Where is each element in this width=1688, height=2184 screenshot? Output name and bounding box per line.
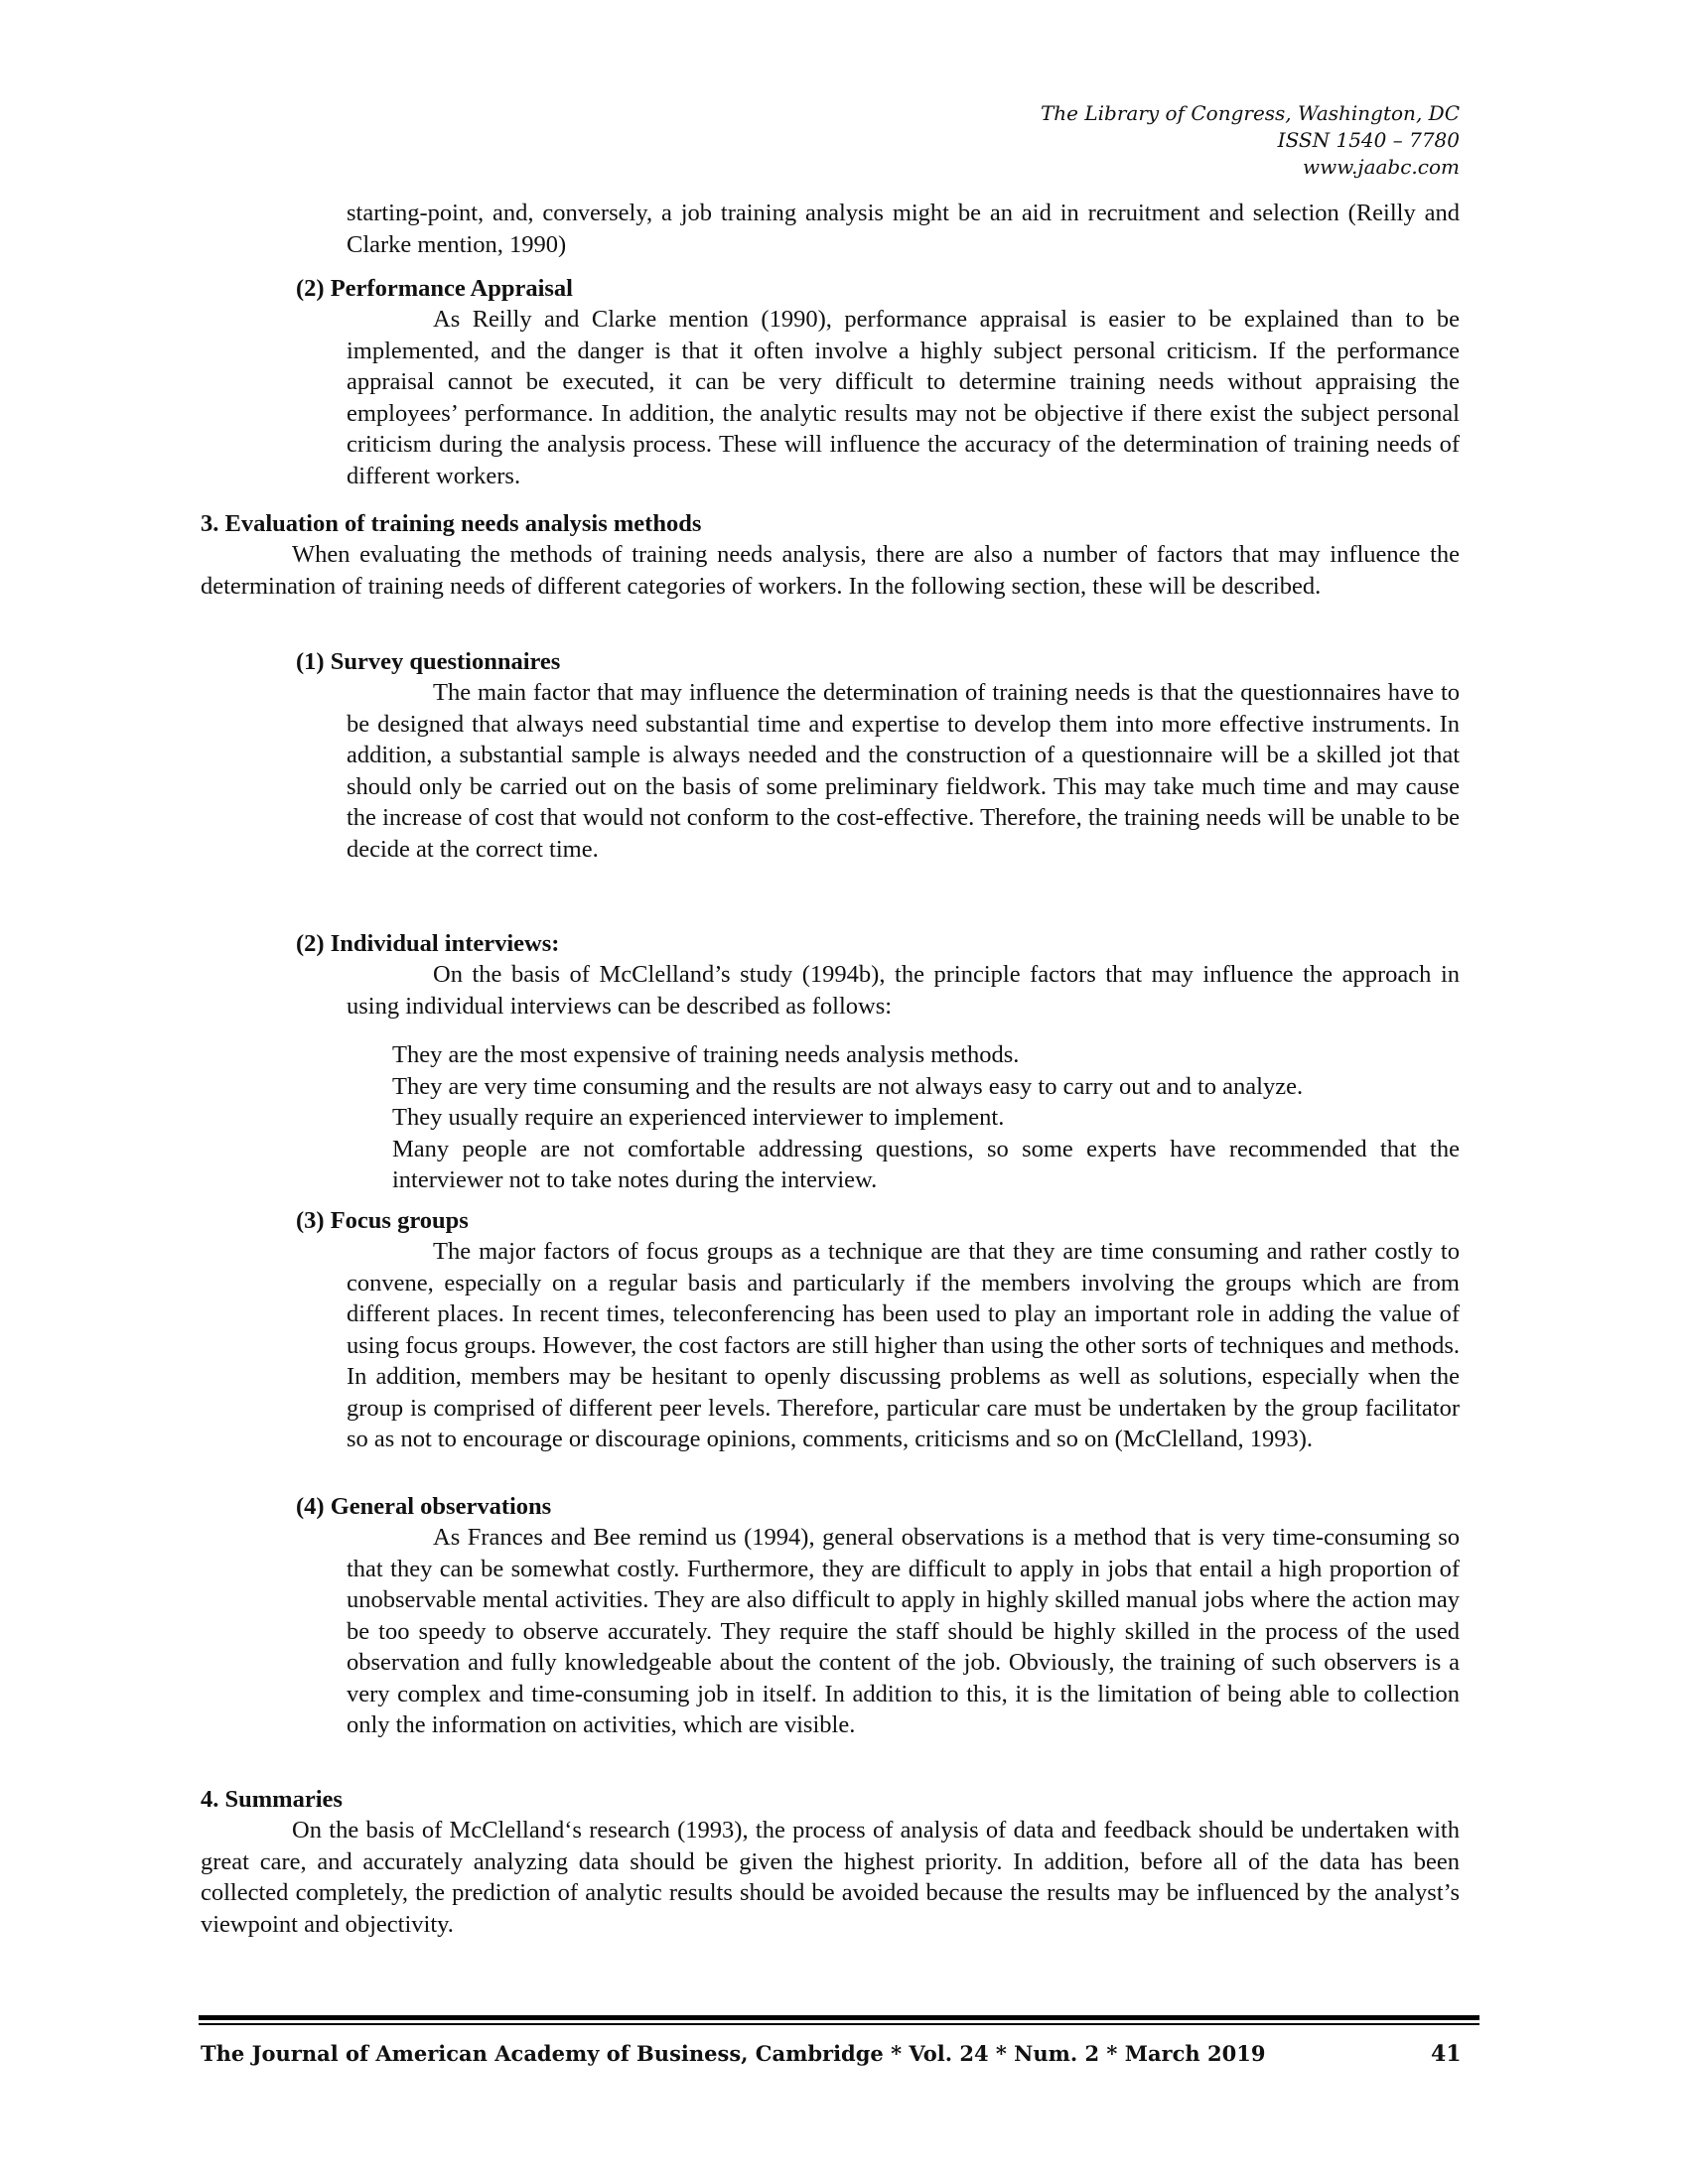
header-library: The Library of Congress, Washington, DC	[1040, 101, 1460, 125]
individual-interviews-paragraph: On the basis of McClelland’s study (1994b), the principle factors that may influence the approach in using individual interviews can be described as follows:	[347, 961, 1460, 1020]
running-header	[1041, 100, 1460, 181]
section-3-paragraph: When evaluating the methods of training needs analysis, there are also a number of factors that may influence the determination of training needs of different categories of workers. In the following section, these will be described.	[201, 541, 1460, 600]
page-number: 41	[1431, 2041, 1462, 2067]
individual-interviews-heading: (2) Individual interviews:	[296, 930, 560, 957]
footer-rule-thick	[199, 2015, 1479, 2020]
section-4-heading: 4. Summaries	[201, 1786, 343, 1813]
list-item: They are very time consuming and the results are not always easy to carry out and to analyze.	[392, 1072, 1304, 1100]
footer-rule-thin	[199, 2023, 1479, 2025]
general-observations-heading: (4) General observations	[296, 1493, 552, 1520]
header-issn: ISSN 1540 – 7780	[1277, 128, 1460, 152]
list-item: They are the most expensive of training needs analysis methods.	[392, 1041, 1020, 1068]
survey-questionnaires-heading: (1) Survey questionnaires	[296, 648, 561, 675]
survey-questionnaires-paragraph: The main factor that may influence the determination of training needs is that the questionnaires have to be designed that always need substantial time and expertise to develop them into more effective instruments. In addition, a substantial sample is always needed and the construction of a questionnaire will be a skilled jot that should only be carried out on the basis of some preliminary fieldwork. This may take much time and may cause the increase of cost that would not conform to the cost-effective. Therefore, the training needs will be unable to be decide at the correct time.	[347, 679, 1460, 863]
section-3-heading: 3. Evaluation of training needs analysis methods	[201, 510, 702, 537]
footer-journal-info: The Journal of American Academy of Business, Cambridge * Vol. 24 * Num. 2 * March 2019	[201, 2041, 1266, 2066]
focus-groups-heading: (3) Focus groups	[296, 1207, 469, 1234]
focus-groups-paragraph: The major factors of focus groups as a technique are that they are time consuming and rather costly to convene, especially on a regular basis and particularly if the members involving the groups which are from different places. In recent times, teleconferencing has been used to play an important role in adding the value of using focus groups. However, the cost factors are still higher than using the other sorts of techniques and methods. In addition, members may be hesitant to openly discussing problems as well as solutions, especially when the group is comprised of different peer levels. Therefore, particular care must be undertaken by the group facilitator so as not to encourage or discourage opinions, comments, criticisms and so on (McClelland, 1993).	[347, 1238, 1461, 1452]
interview-factors-list	[392, 1039, 1460, 1196]
performance-appraisal-heading: (2) Performance Appraisal	[296, 275, 573, 302]
performance-appraisal-paragraph: As Reilly and Clarke mention (1990), performance appraisal is easier to be explained than to be implemented, and the danger is that it often involve a highly subject personal criticism. If the performance appraisal cannot be executed, it can be very difficult to determine training needs without appraising the employees’ performance. In addition, the analytic results may not be objective if there exist the subject personal criticism during the analysis process. These will influence the accuracy of the determination of training needs of different workers.	[347, 306, 1460, 489]
summaries-paragraph: On the basis of McClelland‘s research (1993), the process of analysis of data and feedback should be undertaken with great care, and accurately analyzing data should be given the highest priority. In addition, before all of the data has been collected completely, the prediction of analytic results should be avoided because the results may be influenced by the analyst’s viewpoint and objectivity.	[201, 1817, 1460, 1938]
header-website: www.jaabc.com	[1303, 155, 1460, 179]
list-item: They usually require an experienced interviewer to implement.	[392, 1104, 1005, 1131]
continuation-paragraph: starting-point, and, conversely, a job training analysis might be an aid in recruitment and selection (Reilly and Clarke mention, 1990)	[347, 200, 1460, 258]
general-observations-paragraph: As Frances and Bee remind us (1994), general observations is a method that is very time-consuming so that they can be somewhat costly. Furthermore, they are difficult to apply in jobs that entail a high proportion of unobservable mental activities. They are also difficult to apply in highly skilled manual jobs where the action may be too speedy to observe accurately. They require the staff should be highly skilled in the process of the used observation and fully knowledgeable about the content of the job. Obviously, the training of such observers is a very complex and time-consuming job in itself. In addition to this, it is the limitation of being able to collection only the information on activities, which are visible.	[347, 1524, 1460, 1738]
list-item: Many people are not comfortable addressing questions, so some experts have recommended that the interviewer not to take notes during the interview.	[392, 1135, 1460, 1193]
